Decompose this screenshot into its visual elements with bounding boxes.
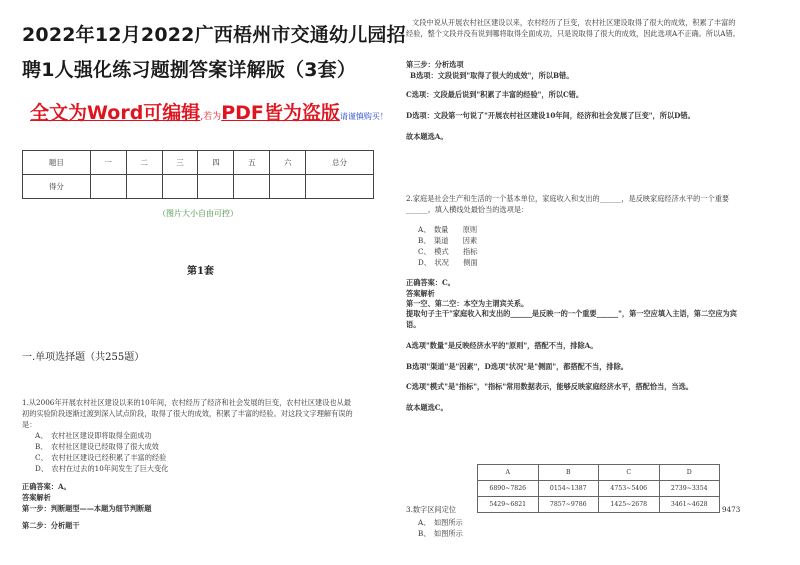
q1-option-b-analysis: B选项：文段说到"取得了很大的成效"，所以B错。 (410, 71, 574, 80)
question-2-answer: 正确答案：C。 (406, 278, 455, 287)
question-2-option-a-analysis: A选项"数量"是反映经济水平的"原则"，搭配不当，排除A。 (406, 341, 598, 350)
range-cell: 7857~9786 (538, 497, 599, 513)
score-cell: 五 (234, 151, 270, 175)
q1-step-3: 第三步：分析选项 (406, 60, 464, 69)
question-3-tail: 9473 (722, 505, 741, 514)
question-2-analysis-step-3: 语。 (406, 320, 421, 329)
score-cell: 一 (90, 151, 126, 175)
editable-notice (30, 98, 388, 125)
score-cell (306, 175, 374, 199)
editable-notice-blue: 请谨慎购买！ (339, 112, 388, 121)
set-label: 第1套 (187, 266, 214, 277)
question-3-range-table (477, 464, 720, 513)
score-table-header-row (23, 151, 374, 175)
question-2-option-a: A、 数量 原则 (418, 225, 478, 234)
question-1-answer: 正确答案：A。 (22, 482, 71, 491)
document-title-line-2: 聘1人强化练习题捌答案详解版（3套） (22, 59, 357, 81)
q1-option-c-analysis: C选项：文段最后说到"积累了丰富的经验"，所以C错。 (406, 90, 584, 99)
question-2-option-bd-analysis: B选项"渠道"是"因素"，D选项"状况"是"侧面"，都搭配不当，排除。 (406, 362, 628, 371)
score-cell (234, 175, 270, 199)
score-cell (90, 175, 126, 199)
question-2-option-b: B、 渠道 因素 (418, 236, 478, 245)
range-table-row (478, 497, 720, 513)
question-1-step-1: 第一步：判断题型——本题为细节判断题 (22, 504, 152, 513)
document-title-line-1: 2022年12月2022广西梧州市交通幼儿园招 (22, 24, 406, 46)
range-table-row (478, 481, 720, 497)
score-cell (270, 175, 306, 199)
score-cell (162, 175, 198, 199)
q1-conclusion: 故本题选A。 (406, 132, 448, 141)
q1-option-d-analysis: D选项：文段第一句说了"开展农村社区建设10年间，经济和社会发展了巨变"，所以D错。 (406, 111, 695, 120)
range-cell: B (538, 465, 599, 481)
question-1-option-a: A、 农村社区建设即将取得全面成功 (35, 431, 152, 440)
range-cell: D (659, 465, 720, 481)
question-2-analysis-step-1: 第一空、第二空：本空为主谓宾关系。 (406, 299, 529, 308)
editable-notice-red: 全文为Word可编辑 (30, 102, 201, 124)
section-heading: 一.单项选择题（共255题） (22, 352, 145, 363)
image-size-note: （图片大小自由可控） (158, 209, 238, 218)
score-table (22, 150, 374, 199)
question-1-analysis-label: 答案解析 (22, 493, 51, 502)
question-2-option-c-analysis: C选项"模式"是"指标"，"指标"常用数据表示，能够反映家庭经济水平，搭配恰当，当选。 (406, 382, 693, 391)
range-cell: 3461~4628 (659, 497, 720, 513)
range-cell: 4753~5406 (599, 481, 660, 497)
range-cell: C (599, 465, 660, 481)
score-cell: 六 (270, 151, 306, 175)
question-2-option-d: D、 状况 侧面 (418, 258, 478, 267)
range-table-header-row (478, 465, 720, 481)
range-cell: 5429~6821 (478, 497, 539, 513)
score-table-score-row (23, 175, 374, 199)
question-1-step-2: 第二步：分析题干 (22, 521, 80, 530)
range-cell: 1425~2678 (599, 497, 660, 513)
range-cell: A (478, 465, 539, 481)
question-1-option-c: C、 农村社区建设已经积累了丰富的经验 (35, 453, 167, 462)
range-cell: 6890~7826 (478, 481, 539, 497)
score-cell: 总分 (306, 151, 374, 175)
q1-analysis-p1-line-2: 经验，整个文段并没有说到哪将取得全面成功，只是说取得了很大的成效，因此选项A不正确。所以A错。 (406, 29, 740, 38)
question-1-line-3: 是： (22, 420, 37, 429)
range-cell: 0154~1387 (538, 481, 599, 497)
score-cell: 得分 (23, 175, 91, 199)
range-cell: 2739~3354 (659, 481, 720, 497)
question-1-line-1: 1.从2006年开展农村社区建设以来的10年间，农村经历了经济和社会发展的巨变，农村社区建设也从最 (22, 398, 351, 407)
question-3-option-b: B、 如图所示 (418, 529, 463, 538)
score-cell: 二 (126, 151, 162, 175)
question-2-analysis-step-2: 提取句子主干"家庭收入和支出的______是反映一的一个重要______"，第一空应填入主语，第二空应为宾 (406, 309, 737, 318)
question-1-option-d: D、 农村在过去的10年间发生了巨大变化 (35, 464, 169, 473)
question-2-analysis-label: 答案解析 (406, 289, 435, 298)
score-cell: 题目 (23, 151, 91, 175)
score-cell: 四 (198, 151, 234, 175)
question-3-option-a: A、 如图所示 (418, 518, 463, 527)
question-2-line-1: 2.家庭是社会生产和生活的一个基本单位，家庭收入和支出的______，是反映家庭经济水平的一个重要 (406, 194, 730, 203)
question-2-conclusion: 故本题选C。 (406, 403, 448, 412)
score-cell (126, 175, 162, 199)
q1-analysis-p1-line-1: 文段中说从开展农村社区建设以来，农村经历了巨变，农村社区建设取得了很大的成效，积累了丰富的 (412, 18, 736, 27)
question-1-option-b: B、 农村社区建设已经取得了很大成效 (35, 442, 159, 451)
score-cell: 三 (162, 151, 198, 175)
question-1-line-2: 初的实验阶段逐渐过渡到深入试点阶段，取得了很大的成效，积累了丰富的经验。对这段文字理解有误的 (22, 409, 353, 418)
question-3-label: 3.数字区间定位 (406, 505, 456, 514)
question-2-line-2: ______。填入横线处最恰当的选项是： (406, 205, 529, 214)
score-cell (198, 175, 234, 199)
question-2-option-c: C、 模式 指标 (418, 247, 478, 256)
editable-notice-mid: ,若为 (200, 112, 222, 122)
editable-notice-red-2: PDF皆为盗版 (221, 102, 340, 124)
